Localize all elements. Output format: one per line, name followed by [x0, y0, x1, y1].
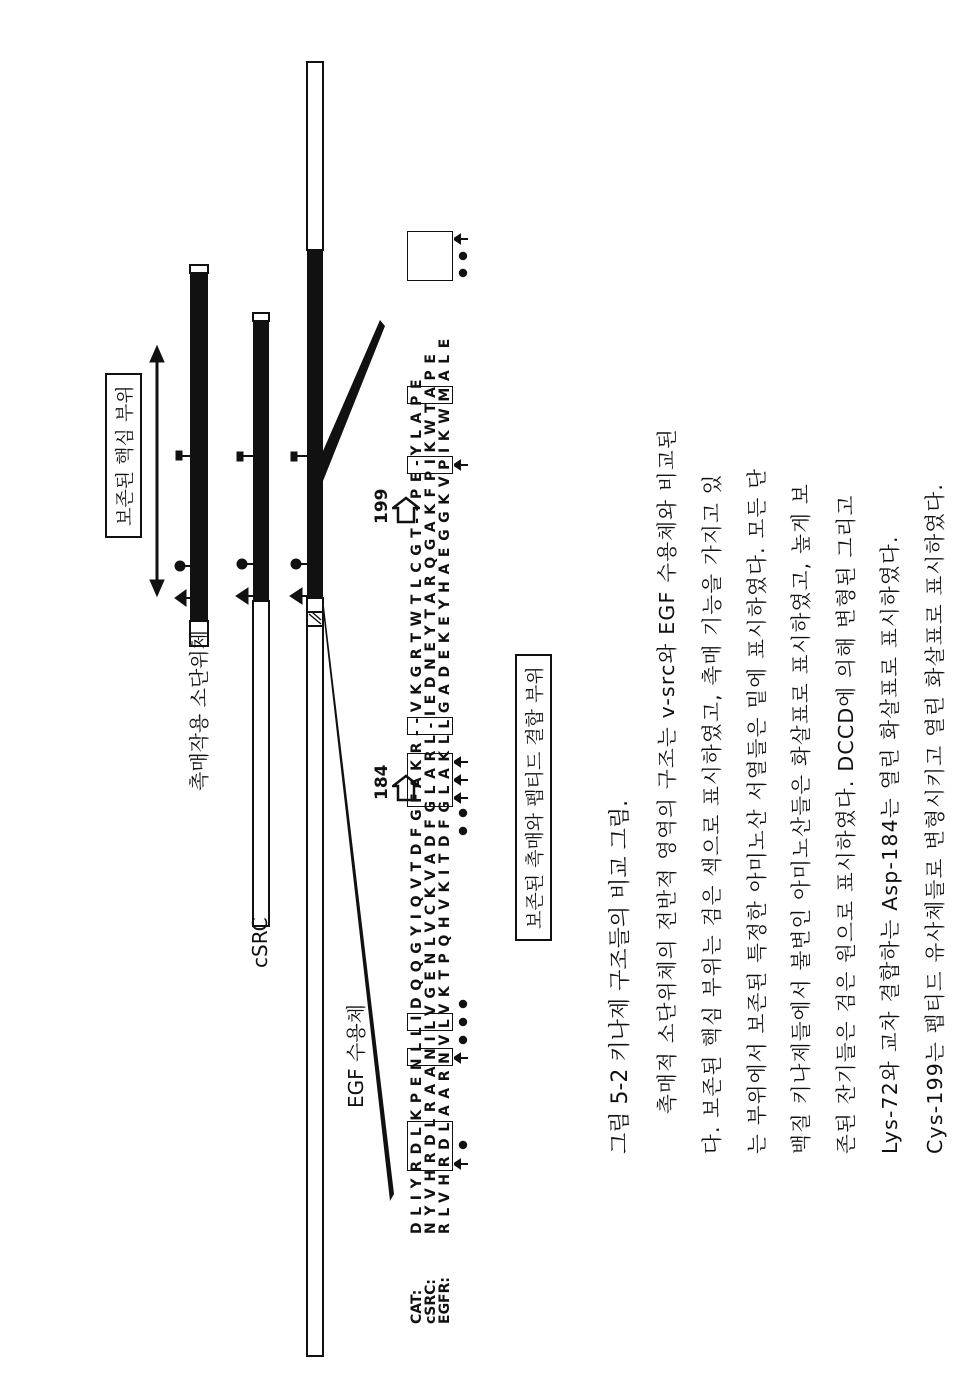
dot-icon	[460, 1001, 466, 1007]
caption-body-rest	[690, 468, 957, 1154]
sequence-names	[410, 1277, 452, 1324]
conserved-core-label: 보존된 핵심 부위	[105, 373, 142, 538]
motif-box-ape	[407, 231, 453, 281]
csrc-markers	[236, 452, 253, 604]
conserved-binding-label: 보존된 촉매와 펩티드 결합 부위	[515, 654, 552, 941]
motif-box-dfg	[407, 753, 453, 807]
cat-bar-right-segment	[190, 265, 208, 273]
seq-name-csrc: cSRC:	[423, 1278, 439, 1324]
caption-line: 촉매적 소단위체의 전반적 영역의 구조는 v-src와 EGF 수용체와 비교된	[655, 428, 679, 1114]
motif-box-a	[407, 717, 453, 735]
motif-box-rdl	[407, 1121, 453, 1171]
caption-line: Lys-72와 교차 결합하는 Asp-184는 열린 화살표로 표시하였다.	[878, 535, 902, 1154]
dot-icon	[460, 1142, 466, 1148]
egfr-markers	[290, 452, 307, 604]
catalytic-subunit-label: 촉매작용 소단위체	[187, 630, 211, 791]
dot-icon	[460, 1037, 466, 1043]
arrow-icon	[454, 235, 468, 243]
seq-row-cat: DLIYRDLKPENLLIDQQGYIQVTDFGFAKR--VKGRTWTLCGT--PE-YLAPE	[409, 372, 425, 1234]
arrow-icon	[454, 461, 468, 469]
arrow-icon	[454, 776, 468, 784]
cat-markers	[175, 451, 190, 606]
motif-box-p	[407, 386, 453, 404]
residue-199-label: 199	[372, 488, 392, 524]
caption-title: 그림 5-2 키나제 구조들의 비교 그림.	[608, 799, 633, 1154]
egfr-bar-right	[307, 62, 323, 250]
csrc-bar-right	[253, 313, 269, 321]
egfr-bar-left	[307, 626, 323, 1356]
csrc-bar-core	[253, 321, 269, 601]
funnel-left	[323, 598, 394, 1201]
caption-line: 백질 키나제들에서 불변인 아미노산들은 화살표로 표시하였고, 높게 보	[789, 483, 813, 1154]
dot-icon	[460, 253, 466, 259]
arrow-icon	[454, 794, 468, 802]
egfr-bar-mid	[307, 598, 323, 612]
caption-line: 다. 보존된 핵심 부위는 검은 색으로 표시하였고, 촉매 기능을 가지고 있	[700, 473, 724, 1154]
seq-row-egfr: RLVHRDLAARNVLVKTPQHVKITDFGLAKLLGADEKEYHAEGGKVPIKWMALE	[437, 332, 453, 1234]
csrc-label: cSRC	[248, 917, 272, 968]
caption-line: Cys-199는 펩티드 유사체들로 변형시키고 열린 화살표로 표시하였다.	[922, 482, 947, 1154]
cat-bar-core	[190, 273, 208, 621]
egfr-bar-core	[307, 250, 323, 598]
arrow-icon	[454, 758, 468, 766]
arrow-icon	[454, 1160, 468, 1168]
caption-body	[645, 428, 690, 1114]
core-span-arrow	[150, 346, 164, 596]
dot-icon	[460, 828, 466, 834]
caption-line: 는 부위에서 보존된 특정한 아미노산 서열들은 밑에 표시하였다. 모든 단	[744, 467, 769, 1154]
residue-184-label: 184	[372, 764, 392, 800]
motif-box-n	[407, 1048, 453, 1066]
seq-name-egfr: EGFR:	[437, 1277, 453, 1324]
seq-row-csrc: NYVHRDLRAANILVGENLVCKVADFGLARL-IEDNEYTARQGAKFPIKWTAPE	[423, 347, 439, 1234]
motif-box-l	[407, 1013, 453, 1031]
seq-name-cat: CAT:	[409, 1289, 425, 1324]
dot-icon	[460, 1019, 466, 1025]
residue-annotations	[454, 0, 484, 1386]
dot-icon	[460, 810, 466, 816]
motif-box-g	[407, 456, 453, 474]
csrc-bar-left	[253, 601, 269, 926]
arrow-icon	[454, 1054, 468, 1062]
funnel-right	[323, 320, 385, 481]
caption-line: 존된 잔기들은 검은 원으로 표시하였다. DCCD에 의해 변형된 그리고	[833, 494, 858, 1154]
dot-icon	[460, 270, 466, 276]
egfr-label: EGF 수용체	[344, 1004, 368, 1108]
